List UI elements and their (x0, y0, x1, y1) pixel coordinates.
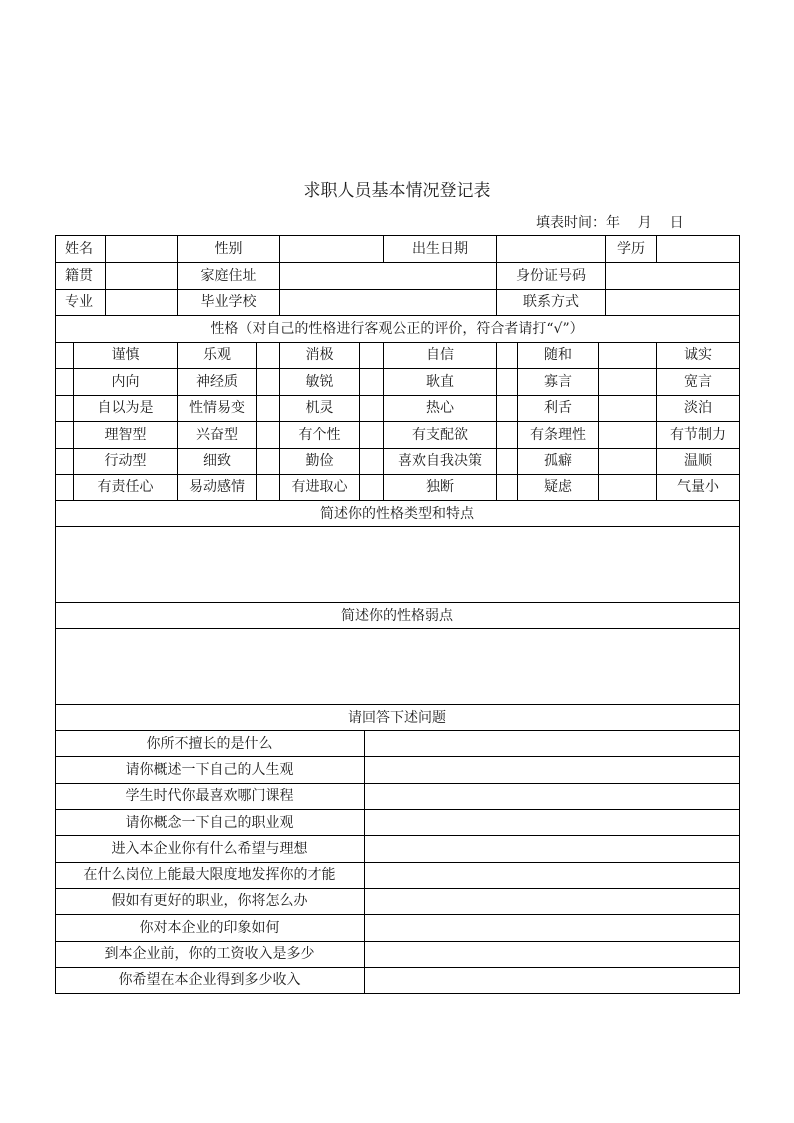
trait-label: 性情易变 (189, 400, 245, 416)
trait-label: 勤俭 (305, 453, 334, 469)
trait-label: 有进取心 (291, 479, 348, 495)
answer-field[interactable] (365, 863, 739, 888)
trait-check-cell[interactable] (497, 396, 517, 421)
label-id-number: 身份证号码 (516, 268, 586, 284)
trait-check-cell[interactable] (497, 369, 517, 395)
trait-label: 自以为是 (97, 400, 154, 416)
label-native-place: 籍贯 (65, 268, 93, 284)
trait-label: 有责任心 (97, 479, 154, 495)
trait-label: 喜欢自我决策 (398, 453, 482, 469)
trait-check-cell[interactable] (360, 475, 383, 500)
trait-check-cell[interactable] (497, 422, 517, 448)
answer-field[interactable] (365, 915, 739, 941)
question-label: 你希望在本企业得到多少收入 (118, 972, 301, 988)
trait-label: 有支配欲 (412, 427, 468, 443)
trait-check-cell[interactable] (56, 449, 73, 474)
label-school: 毕业学校 (200, 294, 257, 310)
trait-check-cell[interactable] (599, 343, 656, 368)
trait-label: 疑虑 (544, 479, 572, 495)
question-label: 假如有更好的职业，你将怎么办 (111, 893, 308, 909)
trait-label: 敏锐 (305, 374, 334, 390)
trait-label: 随和 (544, 347, 572, 363)
trait-label: 热心 (426, 400, 454, 416)
trait-check-cell[interactable] (360, 369, 383, 395)
gender-field[interactable] (280, 236, 383, 262)
trait-label: 机灵 (305, 400, 334, 416)
id-number-field[interactable] (606, 263, 739, 289)
trait-label: 宽言 (684, 374, 712, 390)
answer-field[interactable] (365, 810, 739, 835)
weakness-field[interactable] (56, 629, 739, 704)
name-field[interactable] (106, 236, 177, 262)
trait-label: 有条理性 (530, 427, 586, 443)
question-label: 学生时代你最喜欢哪门课程 (125, 788, 294, 804)
home-address-field[interactable] (280, 263, 496, 289)
question-label: 你对本企业的印象如何 (139, 920, 280, 936)
trait-check-cell[interactable] (257, 449, 279, 474)
trait-label: 耿直 (426, 374, 454, 390)
education-field[interactable] (657, 236, 739, 262)
question-label: 到本企业前，你的工资收入是多少 (104, 946, 315, 962)
trait-check-cell[interactable] (257, 422, 279, 448)
trait-label: 淡泊 (684, 400, 712, 416)
section-questions: 请回答下述问题 (348, 710, 446, 726)
personality-type-field[interactable] (56, 527, 739, 602)
form-title: 求职人员基本情况登记表 (303, 181, 491, 201)
birth-date-field[interactable] (497, 236, 605, 262)
trait-check-cell[interactable] (360, 343, 383, 368)
trait-check-cell[interactable] (56, 369, 73, 395)
trait-label: 利舌 (544, 400, 572, 416)
question-label: 请你概述一下自己的人生观 (125, 762, 294, 778)
label-major: 专业 (65, 294, 93, 310)
trait-check-cell[interactable] (360, 422, 383, 448)
trait-label: 诚实 (684, 347, 712, 363)
trait-check-cell[interactable] (257, 369, 279, 395)
trait-label: 谨慎 (111, 347, 140, 363)
trait-check-cell[interactable] (497, 449, 517, 474)
trait-label: 神经质 (196, 374, 238, 390)
trait-check-cell[interactable] (257, 475, 279, 500)
trait-label: 温顺 (684, 453, 712, 469)
trait-check-cell[interactable] (599, 369, 656, 395)
trait-check-cell[interactable] (497, 475, 517, 500)
answer-field[interactable] (365, 836, 739, 862)
trait-check-cell[interactable] (257, 343, 279, 368)
section-personality-type: 简述你的性格类型和特点 (320, 506, 474, 522)
trait-label: 有节制力 (670, 427, 726, 443)
answer-field[interactable] (365, 757, 739, 783)
label-contact: 联系方式 (523, 294, 579, 310)
answer-field[interactable] (365, 784, 739, 809)
trait-label: 兴奋型 (196, 427, 238, 443)
trait-check-cell[interactable] (56, 475, 73, 500)
trait-check-cell[interactable] (257, 396, 279, 421)
fill-date: 填表时间：年 月 日 (536, 215, 684, 231)
trait-check-cell[interactable] (56, 422, 73, 448)
trait-label: 消极 (305, 347, 334, 363)
trait-check-cell[interactable] (599, 396, 656, 421)
trait-check-cell[interactable] (599, 475, 656, 500)
school-field[interactable] (280, 290, 496, 315)
answer-field[interactable] (365, 889, 739, 914)
label-home-address: 家庭住址 (200, 268, 257, 284)
question-label: 你所不擅长的是什么 (146, 736, 273, 752)
section-weakness: 简述你的性格弱点 (341, 608, 453, 624)
answer-field[interactable] (365, 968, 739, 993)
trait-label: 气量小 (677, 479, 719, 495)
trait-label: 乐观 (203, 347, 231, 363)
question-label: 进入本企业你有什么希望与理想 (111, 841, 308, 857)
trait-check-cell[interactable] (56, 396, 73, 421)
question-label: 请你概念一下自己的职业观 (125, 815, 294, 831)
trait-label: 有个性 (298, 427, 341, 443)
native-place-field[interactable] (106, 263, 177, 289)
label-education: 学历 (617, 241, 645, 257)
answer-field[interactable] (365, 731, 739, 756)
trait-label: 自信 (426, 347, 454, 363)
trait-label: 孤癖 (544, 453, 572, 469)
label-gender: 性别 (214, 241, 243, 257)
trait-check-cell[interactable] (56, 343, 73, 368)
trait-label: 行动型 (104, 453, 147, 469)
trait-check-cell[interactable] (599, 422, 656, 448)
trait-label: 易动感情 (189, 479, 245, 495)
question-label: 在什么岗位上能最大限度地发挥你的才能 (83, 867, 336, 883)
trait-label: 独断 (426, 479, 454, 495)
trait-label: 细致 (203, 453, 231, 469)
label-name: 姓名 (65, 241, 93, 257)
label-birth-date: 出生日期 (412, 241, 468, 257)
trait-label: 理智型 (104, 427, 147, 443)
trait-check-cell[interactable] (599, 449, 656, 474)
trait-check-cell[interactable] (360, 449, 383, 474)
trait-check-cell[interactable] (497, 343, 517, 368)
contact-field[interactable] (606, 290, 739, 315)
trait-label: 内向 (111, 374, 140, 390)
major-field[interactable] (106, 290, 177, 315)
trait-check-cell[interactable] (360, 396, 383, 421)
personality-header: 性格（对自己的性格进行客观公正的评价，符合者请打“√”） (210, 321, 584, 337)
answer-field[interactable] (365, 942, 739, 967)
trait-label: 寡言 (544, 374, 572, 390)
